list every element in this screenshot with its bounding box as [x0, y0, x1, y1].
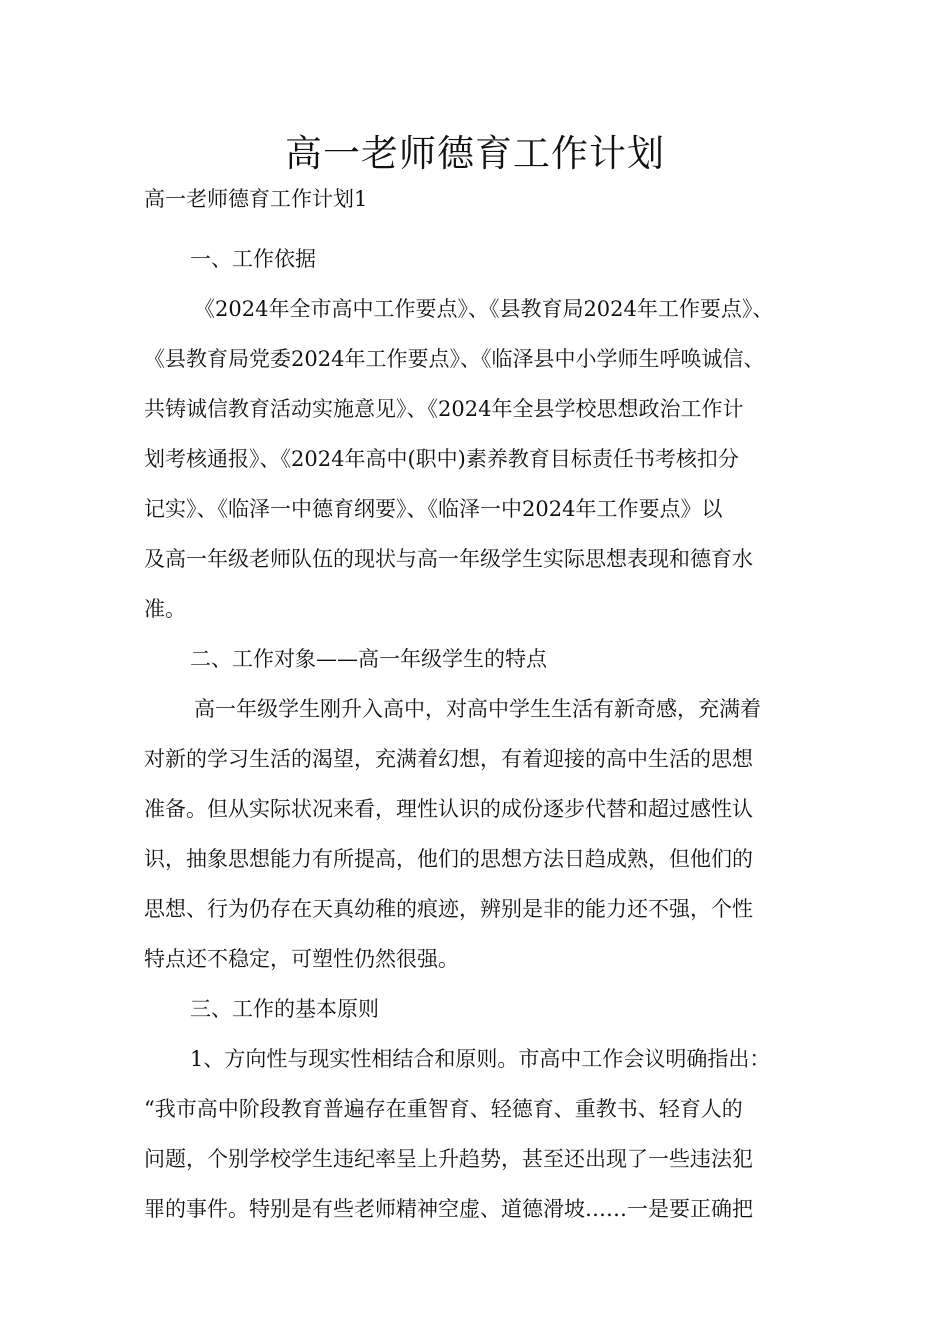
document-title: 高一老师德育工作计划 [285, 132, 665, 175]
paragraph-line: 对新的学习生活的渴望，充满着幻想，有着迎接的高中生活的思想 [144, 747, 753, 771]
paragraph-line: 问题，个别学校学生违纪率呈上升趋势，甚至还出现了一些违法犯 [144, 1147, 753, 1171]
document-body [144, 234, 812, 1234]
paragraph-line: 识，抽象思想能力有所提高，他们的思想方法日趋成熟，但他们的 [144, 847, 753, 871]
paragraph-line: 及高一年级老师队伍的现状与高一年级学生实际思想表现和德育水 [144, 547, 753, 571]
paragraph-line: 1、方向性与现实性相结合和原则。市高中工作会议明确指出： [190, 1047, 771, 1071]
paragraph-line: “我市高中阶段教育普遍存在重智育、轻德育、重教书、轻育人的 [144, 1097, 743, 1121]
paragraph-line: 共铸诚信教育活动实施意见》、《2024年全县学校思想政治工作计 [144, 397, 744, 421]
paragraph-line: 准。 [144, 597, 186, 621]
paragraph-line: 划考核通报》、《2024年高中(职中)素养教育目标责任书考核扣分 [144, 447, 739, 471]
paragraph-line: 《2024年全市高中工作要点》、《县教育局2024年工作要点》、 [194, 297, 774, 321]
paragraph-line: 记实》、《临泽一中德育纲要》、《临泽一中2024年工作要点》以 [144, 497, 723, 521]
paragraph-line: 《县教育局党委2024年工作要点》、《临泽县中小学师生呼唤诚信、 [144, 347, 765, 371]
section-heading-target: 二、工作对象——高一年级学生的特点 [190, 647, 547, 671]
section-heading-principles: 三、工作的基本原则 [190, 997, 379, 1021]
paragraph-line: 罪的事件。特别是有些老师精神空虚、道德滑坡……一是要正确把 [144, 1197, 753, 1221]
paragraph-line: 高一年级学生刚升入高中，对高中学生生活有新奇感，充满着 [194, 697, 761, 721]
paragraph-line: 思想、行为仍存在天真幼稚的痕迹，辨别是非的能力还不强，个性 [144, 897, 753, 921]
paragraph-line: 准备。但从实际状况来看，理性认识的成份逐步代替和超过感性认 [144, 797, 753, 821]
document-subtitle: 高一老师德育工作计划1 [144, 187, 368, 211]
section-heading-basis: 一、工作依据 [190, 247, 316, 271]
paragraph-line: 特点还不稳定，可塑性仍然很强。 [144, 947, 459, 971]
